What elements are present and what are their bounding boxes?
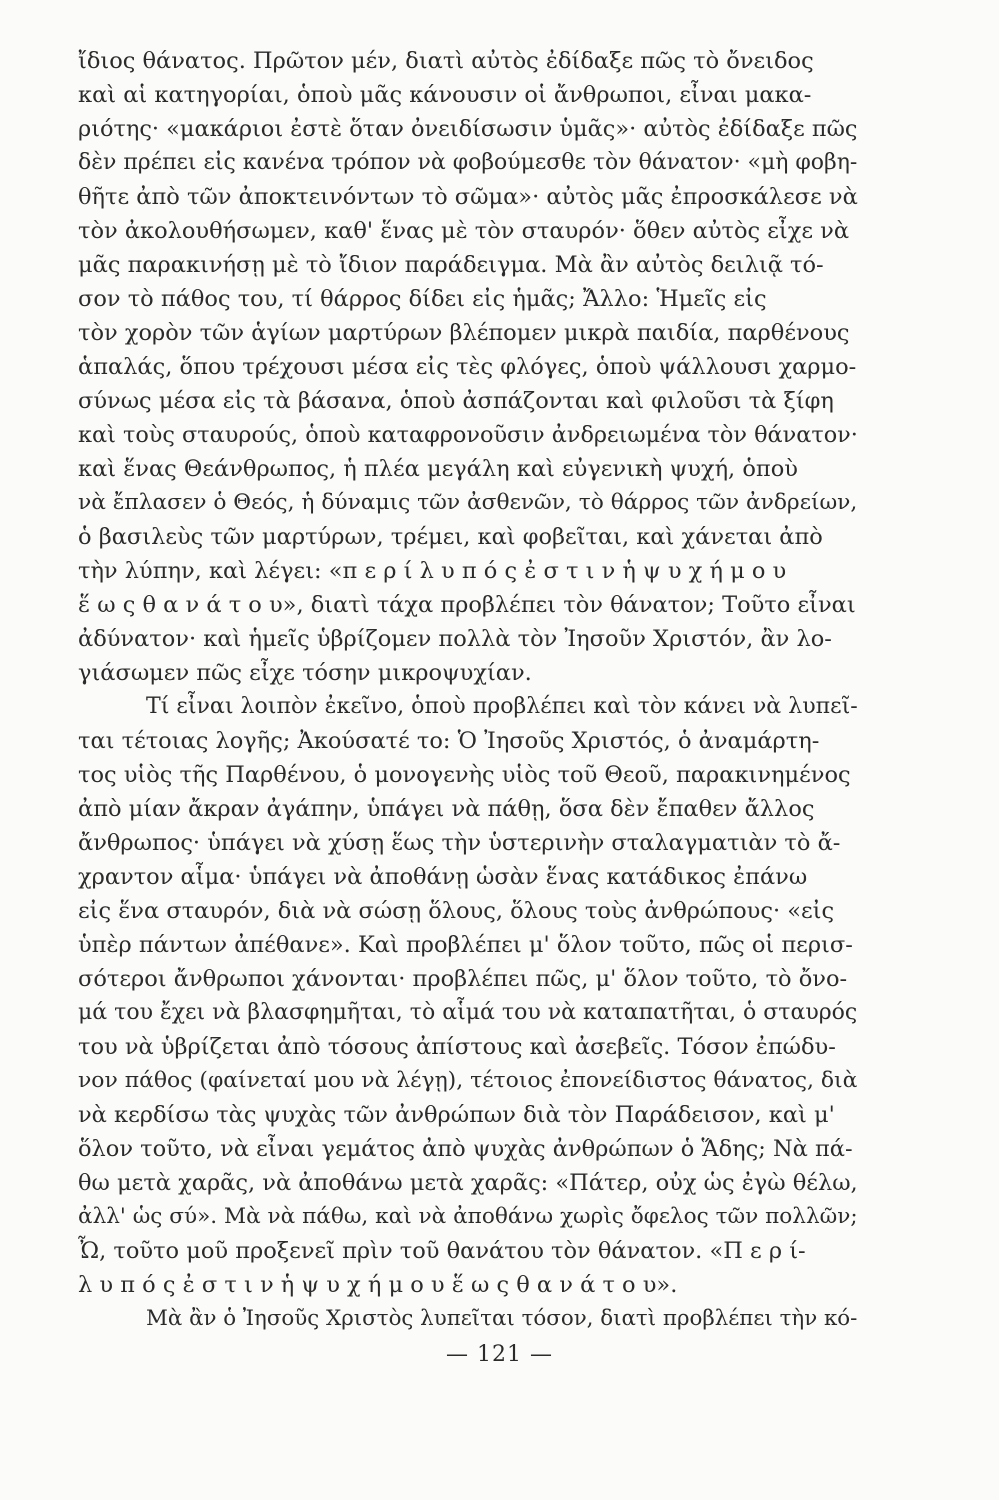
text-line: ἁπαλάς, ὅπου τρέχουσι μέσα εἰς τὲς φλόγες, ὁποὺ ψάλλουσι χαρμο- xyxy=(78,354,857,380)
text-line: νὰ κερδίσω τὰς ψυχὰς τῶν ἀνθρώπων διὰ τὸν Παράδεισον, καὶ μ' xyxy=(78,1102,835,1128)
text-line: μά του ἔχει νὰ βλασφημῆται, τὸ αἷμά του νὰ καταπατῆται, ὁ σταυρός xyxy=(78,1000,858,1025)
text-line: σότεροι ἄνθρωποι χάνονται· προβλέπει πῶς, μ' ὅλον τοῦτο, τὸ ὄνο- xyxy=(78,966,848,992)
text-line: καὶ αἱ κατηγορίαι, ὁποὺ μᾶς κάνουσιν οἱ ἄνθρωποι, εἶναι μακα- xyxy=(78,82,812,108)
paragraph-start-line: Μὰ ἂν ὁ Ἰησοῦς Χριστὸς λυπεῖται τόσον, διατὶ προβλέπει τὴν κό- xyxy=(146,1306,858,1331)
text-line: ὅλον τοῦτο, νὰ εἶναι γεμάτος ἀπὸ ψυχὰς ἀνθρώπων ὁ Ἅδης; Νὰ πά- xyxy=(78,1136,853,1162)
text-line: του νὰ ὑβρίζεται ἀπὸ τόσους ἀπίστους καὶ ἀσεβεῖς. Τόσον ἐπώδυ- xyxy=(78,1034,836,1060)
text-line: ἴδιος θάνατος. Πρῶτον μέν, διατὶ αὐτὸς ἐδίδαξε πῶς τὸ ὄνειδος xyxy=(78,48,814,74)
text-line: ριότης· «μακάριοι ἐστὲ ὅταν ὀνειδίσωσιν ὑμᾶς»· αὐτὸς ἐδίδαξε πῶς xyxy=(78,116,858,142)
text-line: νον πάθος (φαίνεταί μου νὰ λέγῃ), τέτοιος ἐπονείδιστος θάνατος, διὰ xyxy=(78,1068,858,1093)
text-line: ἀδύνατον· καὶ ἡμεῖς ὑβρίζομεν πολλὰ τὸν Ἰησοῦν Χριστόν, ἂν λο- xyxy=(78,626,832,652)
text-line: λ υ π ό ς ἐ σ τ ι ν ἡ ψ υ χ ή μ ο υ ἕ ω ς θ α ν ά τ ο υ». xyxy=(78,1272,678,1298)
text-line: μᾶς παρακινήσῃ μὲ τὸ ἴδιον παράδειγμα. Μὰ ἂν αὐτὸς δειλιᾷ τό- xyxy=(78,252,824,278)
text-line: τὸν χορὸν τῶν ἁγίων μαρτύρων βλέπομεν μικρὰ παιδία, παρθένους xyxy=(78,320,850,346)
text-line: γιάσωμεν πῶς εἶχε τόσην μικροψυχίαν. xyxy=(78,660,532,686)
text-line: χραντον αἷμα· ὑπάγει νὰ ἀποθάνῃ ὡσὰν ἕνας κατάδικος ἐπάνω xyxy=(78,864,808,890)
text-line: σύνως μέσα εἰς τὰ βάσανα, ὁποὺ ἀσπάζονται καὶ φιλοῦσι τὰ ξίφη xyxy=(78,388,834,414)
text-line: ἄνθρωπος· ὑπάγει νὰ χύσῃ ἕως τὴν ὑστερινὴν σταλαγματιὰν τὸ ἄ- xyxy=(78,830,841,856)
text-line: θω μετὰ χαρᾶς, νὰ ἀποθάνω μετὰ χαρᾶς: «Πάτερ, οὐχ ὡς ἐγὼ θέλω, xyxy=(78,1170,858,1196)
page-number: — 121 — xyxy=(446,1342,553,1367)
text-line: νὰ ἔπλασεν ὁ Θεός, ἡ δύναμις τῶν ἀσθενῶν, τὸ θάρρος τῶν ἀνδρείων, xyxy=(78,490,858,515)
text-line: εἰς ἕνα σταυρόν, διὰ νὰ σώσῃ ὅλους, ὅλους τοὺς ἀνθρώπους· «εἰς xyxy=(78,898,835,924)
text-line: Ὦ, τοῦτο μοῦ προξενεῖ πρὶν τοῦ θανάτου τὸν θάνατον. «Π ε ρ ί- xyxy=(78,1238,806,1264)
text-line: δὲν πρέπει εἰς κανένα τρόπον νὰ φοβούμεσθε τὸν θάνατον· «μὴ φοβη- xyxy=(78,150,858,175)
paragraph-start-line: Τί εἶναι λοιπὸν ἐκεῖνο, ὁποὺ προβλέπει καὶ τὸν κάνει νὰ λυπεῖ- xyxy=(146,694,858,719)
text-line: θῆτε ἀπὸ τῶν ἀποκτεινόντων τὸ σῶμα»· αὐτὸς μᾶς ἐπροσκάλεσε νὰ xyxy=(78,184,858,210)
text-line: τος υἱὸς τῆς Παρθένου, ὁ μονογενὴς υἱὸς τοῦ Θεοῦ, παρακινημένος xyxy=(78,762,851,788)
text-line: καὶ ἕνας Θεάνθρωπος, ἡ πλέα μεγάλη καὶ εὐγενικὴ ψυχή, ὁποὺ xyxy=(78,456,798,482)
body-text xyxy=(78,44,858,1336)
text-line: ται τέτοιας λογῆς; Ἀκούσατέ το: Ὁ Ἰησοῦς Χριστός, ὁ ἀναμάρτη- xyxy=(78,728,820,754)
text-line: σον τὸ πάθος του, τί θάρρος δίδει εἰς ἡμᾶς; Ἄλλο: Ἡμεῖς εἰς xyxy=(78,286,767,312)
text-line: ἀλλ' ὡς σύ». Μὰ νὰ πάθω, καὶ νὰ ἀποθάνω χωρὶς ὄφελος τῶν πολλῶν; xyxy=(78,1204,858,1229)
text-line: τὴν λύπην, καὶ λέγει: «π ε ρ ί λ υ π ό ς ἐ σ τ ι ν ἡ ψ υ χ ή μ ο υ xyxy=(78,558,787,584)
text-line: ἕ ω ς θ α ν ά τ ο υ», διατὶ τάχα προβλέπει τὸν θάνατον; Τοῦτο εἶναι xyxy=(78,592,856,618)
text-line: ὁ βασιλεὺς τῶν μαρτύρων, τρέμει, καὶ φοβεῖται, καὶ χάνεται ἀπὸ xyxy=(78,524,823,550)
text-line: καὶ τοὺς σταυρούς, ὁποὺ καταφρονοῦσιν ἀνδρειωμένα τὸν θάνατον· xyxy=(78,422,858,448)
text-line: ὑπὲρ πάντων ἀπέθανε». Καὶ προβλέπει μ' ὅλον τοῦτο, πῶς οἱ περισ- xyxy=(78,932,853,958)
text-line: ἀπὸ μίαν ἄκραν ἀγάπην, ὑπάγει νὰ πάθῃ, ὅσα δὲν ἔπαθεν ἄλλος xyxy=(78,796,815,822)
text-line: τὸν ἀκολουθήσωμεν, καθ' ἕνας μὲ τὸν σταυρόν· ὅθεν αὐτὸς εἶχε νὰ xyxy=(78,218,850,244)
